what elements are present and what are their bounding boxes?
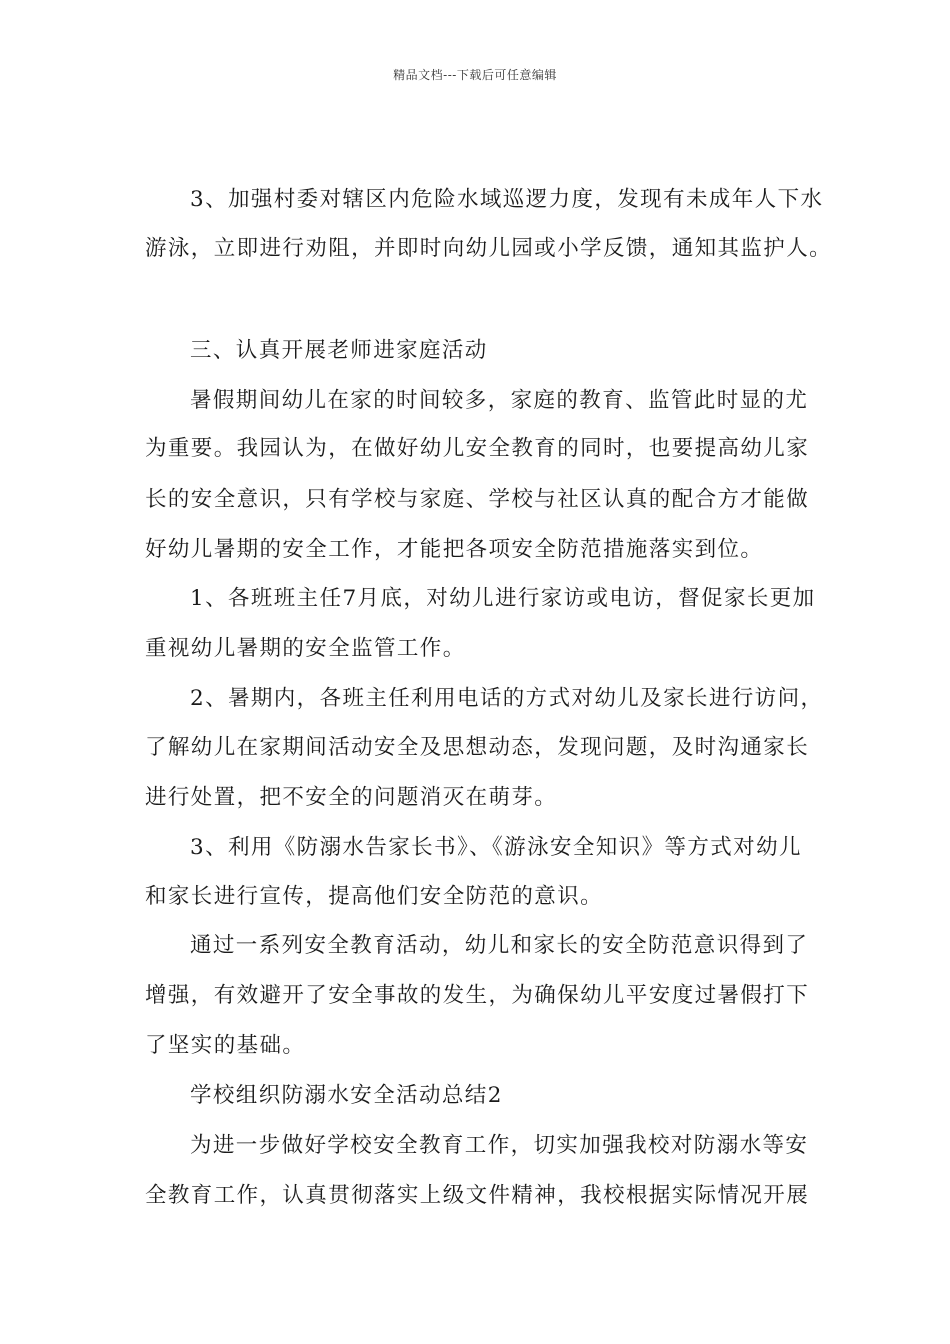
text-line: 好幼儿暑期的安全工作，才能把各项安全防范措施落实到位。 xyxy=(145,537,764,562)
text-line: 通过一系列安全教育活动，幼儿和家长的安全防范意识得到了 xyxy=(190,933,809,958)
text-line: 增强，有效避开了安全事故的发生，为确保幼儿平安度过暑假打下 xyxy=(145,983,810,1008)
text-line: 了坚实的基础。 xyxy=(145,1033,306,1058)
text-line: 重视幼儿暑期的安全监管工作。 xyxy=(145,636,466,661)
text-line: 1、各班班主任7月底，对幼儿进行家访或电访，督促家长更加 xyxy=(190,586,816,611)
text-line: 为进一步做好学校安全教育工作，切实加强我校对防溺水等安 xyxy=(190,1133,809,1158)
text-line: 游泳，立即进行劝阻，并即时向幼儿园或小学反馈，通知其监护人。 xyxy=(145,236,833,261)
section-heading: 三、认真开展老师进家庭活动 xyxy=(190,338,488,363)
text-line: 全教育工作，认真贯彻落实上级文件精神，我校根据实际情况开展 xyxy=(145,1183,810,1208)
text-line: 了解幼儿在家期间活动安全及思想动态，发现问题，及时沟通家长 xyxy=(145,735,810,760)
text-line: 2、暑期内，各班主任利用电话的方式对幼儿及家长进行访问， xyxy=(190,686,824,711)
text-line: 暑假期间幼儿在家的时间较多，家庭的教育、监管此时显的尤 xyxy=(190,388,809,413)
text-line: 3、利用《防溺水告家长书》、《游泳安全知识》等方式对幼儿 xyxy=(190,835,802,860)
text-line: 3、加强村委对辖区内危险水域巡逻力度，发现有未成年人下水 xyxy=(190,187,824,212)
text-line: 和家长进行宣传，提高他们安全防范的意识。 xyxy=(145,884,604,909)
page-header: 精品文档---下载后可任意编辑 xyxy=(393,68,557,82)
text-line: 为重要。我园认为，在做好幼儿安全教育的同时，也要提高幼儿家 xyxy=(145,436,810,461)
text-line: 进行处置，把不安全的问题消灭在萌芽。 xyxy=(145,785,558,810)
text-line: 长的安全意识，只有学校与家庭、学校与社区认真的配合方才能做 xyxy=(145,487,810,512)
section-heading: 学校组织防溺水安全活动总结2 xyxy=(190,1083,503,1108)
